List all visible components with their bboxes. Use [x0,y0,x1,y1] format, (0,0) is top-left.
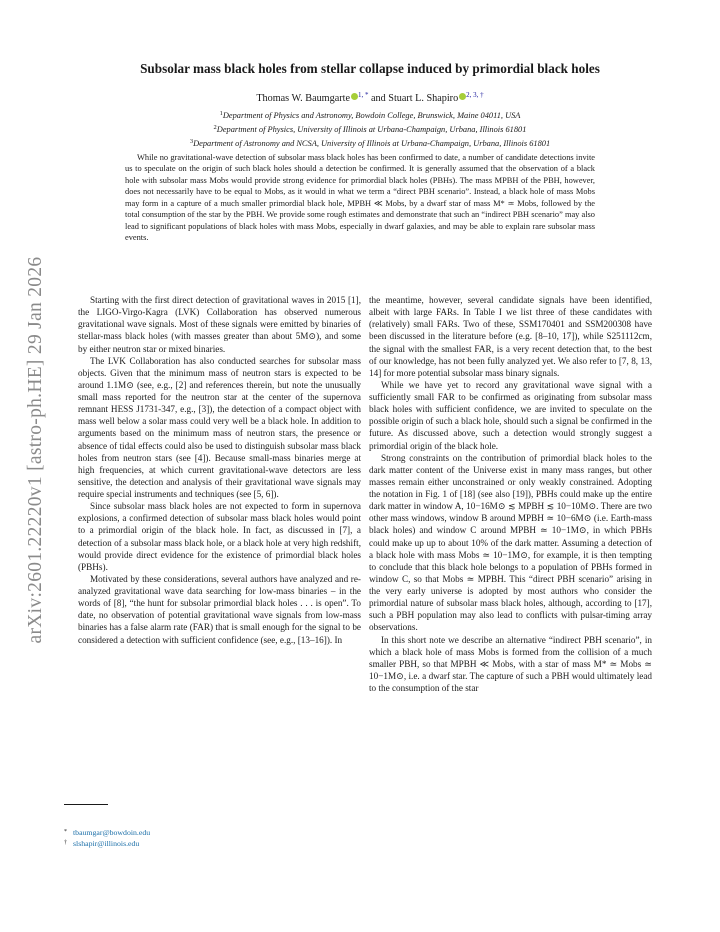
affiliation-2: $^2$Department of Physics, University of Illinois at Urbana-Champaign, Urbana, Illinois 61801 [213,124,527,135]
footnote-2: † slshapir@illinois.edu [64,839,140,849]
arxiv-stamp [22,235,50,665]
abstract: While no gravitational-wave detection of subsolar mass black holes has been confirmed to date, a number of candidate detections invite us to speculate on the origin of such black holes should a detection be confirmed. It is generally assumed that the observation of a black hole with subsolar mass Mobs would provide strong evidence for primordial black holes (PBHs). The mass MPBH of the PBH, however, does not necessarily have to be equal to Mobs, as it would in what we term a “direct PBH scenario”. Instead, a black hole of mass Mobs may form in a capture of a much smaller primordial black hole, MPBH ≪ Mobs, by a dwarf star of mass M* ≃ Mobs, followed by the total consumption of the star by the PBH. We provide some rough estimates and demonstrate that such an “indirect PBH scenario” may also lead to significant populations of black holes with mass Mobs, especially in dwarf galaxies, and may be able to explain rare subsolar mass events. [125,153,595,243]
author-connector: and [368,93,389,104]
paragraph: Strong constraints on the contribution of primordial black holes to the dark matter content of the Universe exist in many mass ranges, but other masses remain either unconstrained or only weakly constrained. Adopting the notation in Fig. 1 of [18] (see also [19]), PBHs could make up the entire dark matter in window A, 10−16M⊙ ≲ MPBH ≲ 10−10M⊙. There are two other mass windows, window B around MPBH ≃ 10−6M⊙ (i.e. Earth-mass black holes) and window C around MPBH ≃ 10−1M⊙, in which PBHs could make up up to about 10% of the dark matter. Assuming a detection of a black hole with mass Mobs ≃ 10−1M⊙, for example, it is then tempting to conclude that this black hole belongs to a population of PBHs formed in window C, so that Mobs ≃ MPBH. This “direct PBH scenario” arising in the very early universe is adopted by most authors who consider the primordial nature of subsolar mass black holes, although, according to [17], such a PBH population may also lead to conflicts with pulsar-timing array observations. [369,452,652,633]
footnote-rule [64,804,108,805]
affiliation-1: $^1$Department of Physics and Astronomy, Bowdoin College, Brunswick, Maine 04011, USA [219,110,521,120]
orcid-icon[interactable] [351,93,358,100]
footnotes [64,827,150,850]
footnote-1: * tbaumgar@bowdoin.edu [64,828,151,837]
paragraph: Since subsolar mass black holes are not expected to form in supernova explosions, a confirmed detection of subsolar mass black holes would point to a primordial origin of the black hole. In fact, as discussed in [7], a detection of a subsolar mass black hole, or a black hole at very high redshift, would provide direct evidence for the existence of primordial black holes (PBHs). [78,501,361,572]
arxiv-stamp-text: arXiv:2601.22220v1 [astro-ph.HE] 29 Jan 2026 [25,256,46,644]
affiliation-3: $^3$Department of Astronomy and NCSA, University of Illinois at Urbana-Champaign, Urbana, Illinois 61801 [189,138,551,149]
paragraph: Starting with the first direct detection of gravitational waves in 2015 [1], the LIGO-Virgo-Kagra (LVK) Collaboration has observed numerous gravitational wave signals. Most of these signals were emitted by binaries of stellar-mass black holes (with masses greater than about 5M⊙), and some by either neutron star or mixed binaries. [78,295,361,354]
left-column [78,294,361,646]
author-line [60,91,680,104]
email-link[interactable]: tbaumgar@bowdoin.edu [73,828,151,837]
email-link[interactable]: slshapir@illinois.edu [73,839,140,849]
paragraph: While we have yet to record any gravitational wave signal with a sufficiently small FAR to be confirmed as originating from subsolar mass black holes with sufficient confidence, we are invited to speculate on the possible origin of such a black hole, should such a signal be confirmed in the future. As discussed above, such a detection would strongly suggest a primordial origin of the black hole. [369,379,652,451]
author-2-affil[interactable]: 2, 3, † [466,91,484,99]
affiliations [60,108,680,151]
author-1-name: Thomas W. Baumgarte [256,93,350,104]
paragraph: In this short note we describe an alternative “indirect PBH scenario”, in which a black hole of mass Mobs is formed from the collision of a much smaller PBH, so that MPBH ≪ Mobs, with a star of mass M* ≃ Mobs ≃ 10−1M⊙, i.e. a dwarf star. The capture of such a PBH would ultimately lead to the consumption of the star [369,634,652,693]
paragraph: the meantime, however, several candidate signals have been identified, albeit with large FARs. In Table I we list three of these candidates with (relatively) small FARs. Two of these, SSM170401 and SSM200308 have been discussed in the literature before (e.g. [8–10, 17]), while S251112cm, the signal with the smallest FAR, is a very recent detection that, to the best of our knowledge, has not been fully analyzed yet. We also refer to [7, 8, 13, 14] for more potential subsolar mass binary signals. [369,295,652,378]
paper-title: Subsolar mass black holes from stellar collapse induced by primordial black holes [140,61,600,76]
right-column [369,294,652,694]
author-1-affil[interactable]: 1, * [357,91,369,99]
author-2-name: Stuart L. Shapiro [388,93,459,104]
paragraph: The LVK Collaboration has also conducted searches for subsolar mass objects. Given that the minimum mass of neutron stars is expected to be around 1.1M⊙ (see, e.g., [2] and references therein, but note the unusually small mass reported for the neutron star at the center of the supernova remnant HESS J1731-347, e.g., [3]), the detection of a compact object with mass well below a solar mass could very well be a black hole. In addition to arguments based on the minimum mass of neutron stars, the presence or absence of tidal effects could also be used to distinguish subsolar mass black holes from neutron stars (see [4]). Because small-mass binaries merge at high frequencies, at which current gravitational-wave detectors are less sensitive, the detection and analysis of their gravitational wave signals may require special instruments and techniques (see [5, 6]). [78,355,361,499]
paragraph: Motivated by these considerations, several authors have analyzed and re-analyzed gravitational wave data searching for low-mass binaries – in the words of [8], “the hunt for subsolar primordial black holes . . . is open”. To date, no observation of potential gravitational wave signals from low-mass binaries has a false alarm rate (FAR) that is small enough for the signal to be considered a detection with sufficient confidence (see, e.g., [13–16]). In [78,573,361,645]
